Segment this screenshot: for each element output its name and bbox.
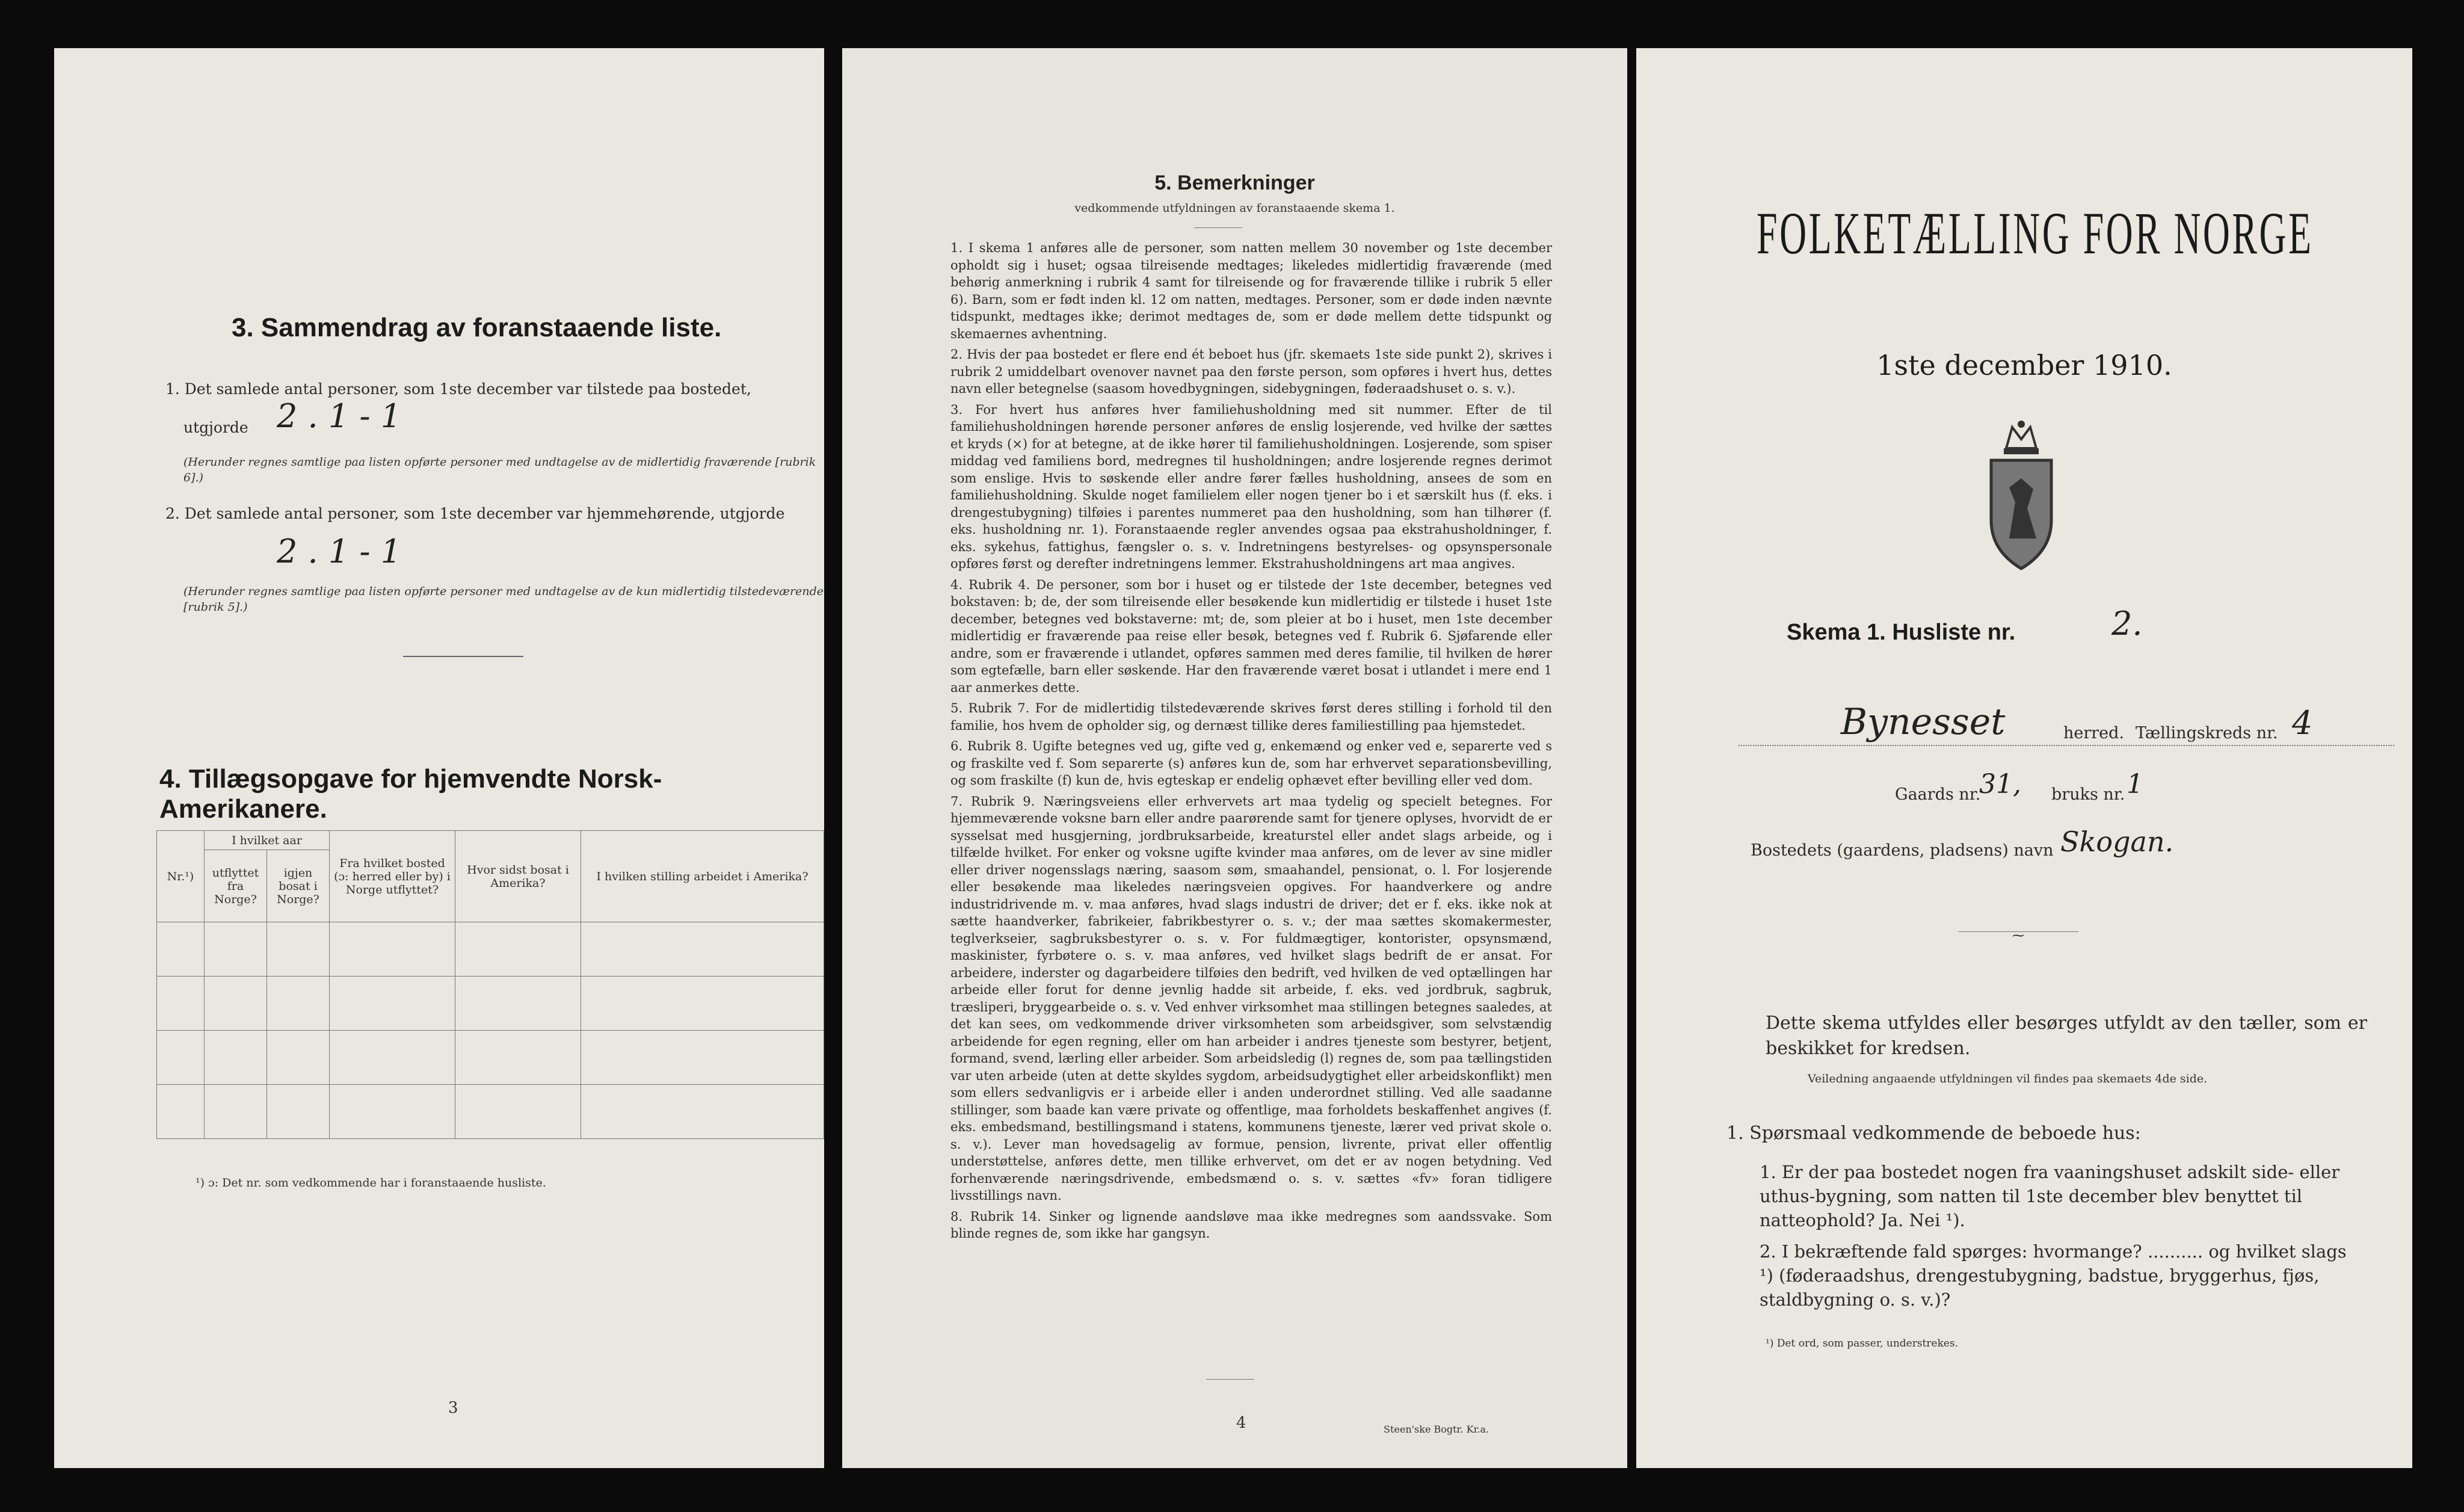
col-fra: Fra hvilket bosted (ɔ: herred eller by) i Norge utflyttet? xyxy=(330,831,455,922)
paragraph-4: 4. Rubrik 4. De personer, som bor i huset og er tilstede der 1ste december, betegnes ved bokstaven: b; de, der som tilreisende eller besøkende kun midlertidig er tilstede i huset 1ste december, betegnes ved bokstaverne: mt; de, som pleier at bo i huset, men 1ste december midlertidig er fraværende paa reise eller besøk, betegnes ved f. Rubrik 6. Sjøfarende eller andre, som er fraværende i utlandet, opføres sammen med deres familie, til hvilken de hører som egtefælle, barn eller søskende. Har den fraværende været bosat i utlandet i mere end 1 aar anmerkes dette. xyxy=(950,577,1552,695)
kreds-handwritten: 4 xyxy=(2292,704,2313,742)
question-2: 2. I bekræftende fald spørges: hvormange? .......... og hvilket slags ¹) (føderaadshus, drengestubygning, badstue, bryggerhus, fjøs, staldbygning o. s. v.)? xyxy=(1760,1241,2347,1310)
section4-title: 4. Tillægsopgave for hjemvendte Norsk-Amerikanere. xyxy=(159,764,662,824)
item1-label: utgjorde xyxy=(183,419,248,436)
ornament-divider: ⁓ xyxy=(1958,931,2078,938)
item1-handwritten-count: 2 . 1 - 1 xyxy=(277,397,402,435)
intro-text: Dette skema utfyldes eller besørges utfyldt av den tæller, som er beskikket for kredsen. xyxy=(1766,1013,2367,1059)
skema-number-handwritten: 2. xyxy=(2111,605,2143,643)
question-1: 1. Er der paa bostedet nogen fra vaaningshuset adskilt side- eller uthus-bygning, som natten til 1ste december blev benyttet til natteophold? Ja. Nei ¹). xyxy=(1760,1162,2340,1230)
col-utflyttet: utflyttet fra Norge? xyxy=(205,850,267,922)
paragraph-5: 5. Rubrik 7. For de midlertidig tilstedeværende skrives først deres stilling i forhold til den familie, hos hvem de opholder sig, og dernæst tillike deres familiestilling paa hjemstedet. xyxy=(950,701,1552,733)
norway-coat-of-arms-icon xyxy=(1982,418,2060,575)
bemerkninger-subtitle: vedkommende utfyldningen av foranstaaende skema 1. xyxy=(1074,202,1395,215)
questions-title: 1. Spørsmaal vedkommende de beboede hus: xyxy=(1726,1123,2141,1144)
item1-text: 1. Det samlede antal personer, som 1ste december var tilstede paa bostedet, xyxy=(165,380,751,398)
page-number-3: 3 xyxy=(448,1399,458,1417)
gaards-handwritten: 31, xyxy=(1979,769,2021,800)
bosted-handwritten: Skogan. xyxy=(2060,825,2174,858)
item2-text: 2. Det samlede antal personer, som 1ste december var hjemmehørende, utgjorde xyxy=(165,505,785,522)
norsk-amerikanere-table xyxy=(156,830,824,1139)
herred-handwritten: Bynesset xyxy=(1841,701,2006,743)
kreds-label: Tællingskreds nr. xyxy=(2136,724,2278,742)
middle-page xyxy=(842,48,1627,1468)
col-stilling: I hvilken stilling arbeidet i Amerika? xyxy=(581,831,824,922)
paragraph-6: 6. Rubrik 8. Ugifte betegnes ved ug, gifte ved g, enkemænd og enker ved e, separerte ved s og fraskilte ved f. Som separerte (s) anføres kun de, som har erhvervet separationsbevilling, og som fraskilte (f) kun de, hvis egteskap er endelig ophævet efter bevilling eller ved dom. xyxy=(950,739,1552,788)
table-row xyxy=(157,977,824,1031)
paragraph-8: 8. Rubrik 14. Sinker og lignende aandsløve maa ikke medregnes som aandssvake. Som blinde regnes de, som ikke har gangsyn. xyxy=(950,1209,1552,1241)
census-date: 1ste december 1910. xyxy=(1876,349,2172,381)
right-page xyxy=(1636,48,2412,1468)
divider xyxy=(403,656,523,657)
paragraph-2: 2. Hvis der paa bostedet er flere end ét beboet hus (jfr. skemaets 1ste side punkt 2), skrives i rubrik 2 umiddelbart ovenover navnet paa den første person, som opføres i hvert hus, dettes navn eller betegnelse (saasom hovedbygningen, sidebygningen, føderaadshuset o. s. v.). xyxy=(950,347,1552,396)
table-row xyxy=(157,1085,824,1139)
col-nr: Nr.¹) xyxy=(157,831,205,922)
bemerkninger-body xyxy=(950,239,1552,1242)
col-group-year: I hvilket aar xyxy=(205,831,330,850)
left-footnote: ¹) ɔ: Det nr. som vedkommende har i foranstaaende husliste. xyxy=(196,1176,546,1190)
veiledning-text: Veiledning angaaende utfyldningen vil findes paa skemaets 4de side. xyxy=(1808,1072,2208,1085)
item2-handwritten-count: 2 . 1 - 1 xyxy=(277,532,402,570)
bemerkninger-title: 5. Bemerkninger xyxy=(1154,171,1315,194)
printer-mark: Steen'ske Bogtr. Kr.a. xyxy=(1384,1424,1489,1435)
skema-label: Skema 1. Husliste nr. xyxy=(1787,620,2016,645)
item1-note: (Herunder regnes samtlige paa listen opførte personer med undtagelse av de midlertidig fraværende [rubrik 6].) xyxy=(183,455,816,484)
item2-note: (Herunder regnes samtlige paa listen opførte personer med undtagelse av de kun midlertidig tilstedeværende [rubrik 5].) xyxy=(183,585,824,614)
folketelling-heading: FOLKETÆLLING FOR NORGE xyxy=(1757,200,2314,267)
bosted-label: Bostedets (gaardens, pladsens) navn xyxy=(1751,841,2054,860)
paragraph-1: 1. I skema 1 anføres alle de personer, som natten mellem 30 november og 1ste december opholdt sig i huset; ogsaa tilreisende medtages; likeledes midlertidig fraværende (med behørig anmerkning i rubrik 4 samt for tilreisende og for fraværende tillike i rubrik 5 eller 6). Barn, som er født inden kl. 12 om natten, medtages. Personer, som er døde inden nævnte tidspunkt, medtages ikke; derimot medtages de, som er døde mellem dette tidspunkt og skemaernes avhentning. xyxy=(950,241,1552,341)
bruks-handwritten: 1 xyxy=(2127,769,2143,800)
left-page xyxy=(54,48,824,1468)
gaards-label: Gaards nr. xyxy=(1895,785,1981,804)
section3-title: 3. Sammendrag av foranstaaende liste. xyxy=(232,313,722,342)
table-row xyxy=(157,922,824,977)
herred-label: herred. xyxy=(2063,724,2125,742)
bruks-label: bruks nr. xyxy=(2051,785,2125,804)
divider xyxy=(1194,227,1242,228)
page-number-4: 4 xyxy=(1236,1414,1246,1432)
right-footnote: ¹) Det ord, som passer, understrekes. xyxy=(1766,1338,1959,1350)
table-row xyxy=(157,1031,824,1085)
paragraph-3: 3. For hvert hus anføres hver familiehusholdning med sit nummer. Efter de til familiehusholdningen hørende personer anføres de enslig losjerende, ved hvilke der sættes et kryds (×) for at betegne, at de ikke hører til familiehusholdningen. Losjerende, som spiser middag ved familiens bord, medregnes til husholdningen; andre losjerende regnes derimot som enslige. Hvis to søskende eller andre fører fælles husholdning, ansees de som en familiehusholdning. Skulde noget familielem eller nogen tjener bo i et særskilt hus (f. eks. i drengestubygning) tilføies i parentes nummeret paa den husholdning, som han tilhører (f. eks. husholdning nr. 1). Foranstaaende regler anvendes ogsaa paa ekstrahusholdninger, f. eks. sykehus, fattighus, fængsler o. s. v. Indretningens bestyrelses- og opsynspersonale opføres først og derefter indretningens lemmer. Ekstrahusholdningens art maa angives. xyxy=(950,402,1552,571)
col-igjen: igjen bosat i Norge? xyxy=(267,850,330,922)
paragraph-7: 7. Rubrik 9. Næringsveiens eller erhvervets art maa tydelig og specielt betegnes. For hjemmeværende voksne barn eller andre paarørende samt for tjenere oplyses, hvorvidt de er sysselsat med husgjerning, jordbruksarbeide, kreaturstel eller andet slags arbeide, og i tilfælde hvilket. For enker og voksne ugifte kvinder maa anføres, om de lever av sine midler eller driver nogensslags næring, saasom søm, smaahandel, pensionat, o. l. For losjerende eller besøkende maa likeledes næringsveien opgives. For haandverkere og andre industridrivende m. v. maa anføres, hvad slags industri de driver; det er f. eks. ikke nok at sætte haandverker, fabrikeier, fabrikbestyrer o. s. v.; der maa sættes skomakermester, teglverkseier, sagbruksbestyrer o. s. v. For fuldmægtiger, kontorister, opsynsmænd, maskinister, fyrbøtere o. s. v. maa anføres, ved hvilket slags bedrift de er ansat. For arbeidere, inderster og dagarbeidere tilføies den bedrift, ved hvilken de ved optællingen har arbeide eller forut for denne jevnlig hadde sit arbeide, f. eks. ved jordbruk, sagbruk, træsliperi, bryggearbeide o. s. v. Ved enhver virksomhet maa stillingen betegnes saaledes, at det kan sees, om vedkommende driver virksomheten som arbeidsgiver, som selvstændig arbeidende for egen regning, eller om han arbeider i andres tjeneste som bestyrer, betjent, formand, svend, lærling eller arbeider. Som arbeidsledig (l) regnes de, som paa tællingstiden var uten arbeide (uten at dette skyldes sygdom, arbeidsudygtighet eller arbeidskonflikt) men som ellers sedvanligvis er i arbeide eller i anden underordnet stilling. Ved alle saadanne stillinger, som baade kan være private og offentlige, maa forholdets beskaffenhet angives (f. eks. embedsmand, bestillingsmand i statens, kommunens tjeneste, lærer ved privat skole o. s. v.). Lever man hovedsagelig av formue, pension, livrente, privat eller offentlig understøttelse, anføres dette, men tillike erhvervet, om det er av nogen betydning. Ved forhenværende næringsdrivende, embedsmænd o. s. v. sættes «fv» foran tidligere livsstillings navn. xyxy=(950,794,1552,1203)
divider xyxy=(1206,1379,1254,1380)
col-hvor: Hvor sidst bosat i Amerika? xyxy=(455,831,581,922)
herred-line xyxy=(1739,745,2394,746)
